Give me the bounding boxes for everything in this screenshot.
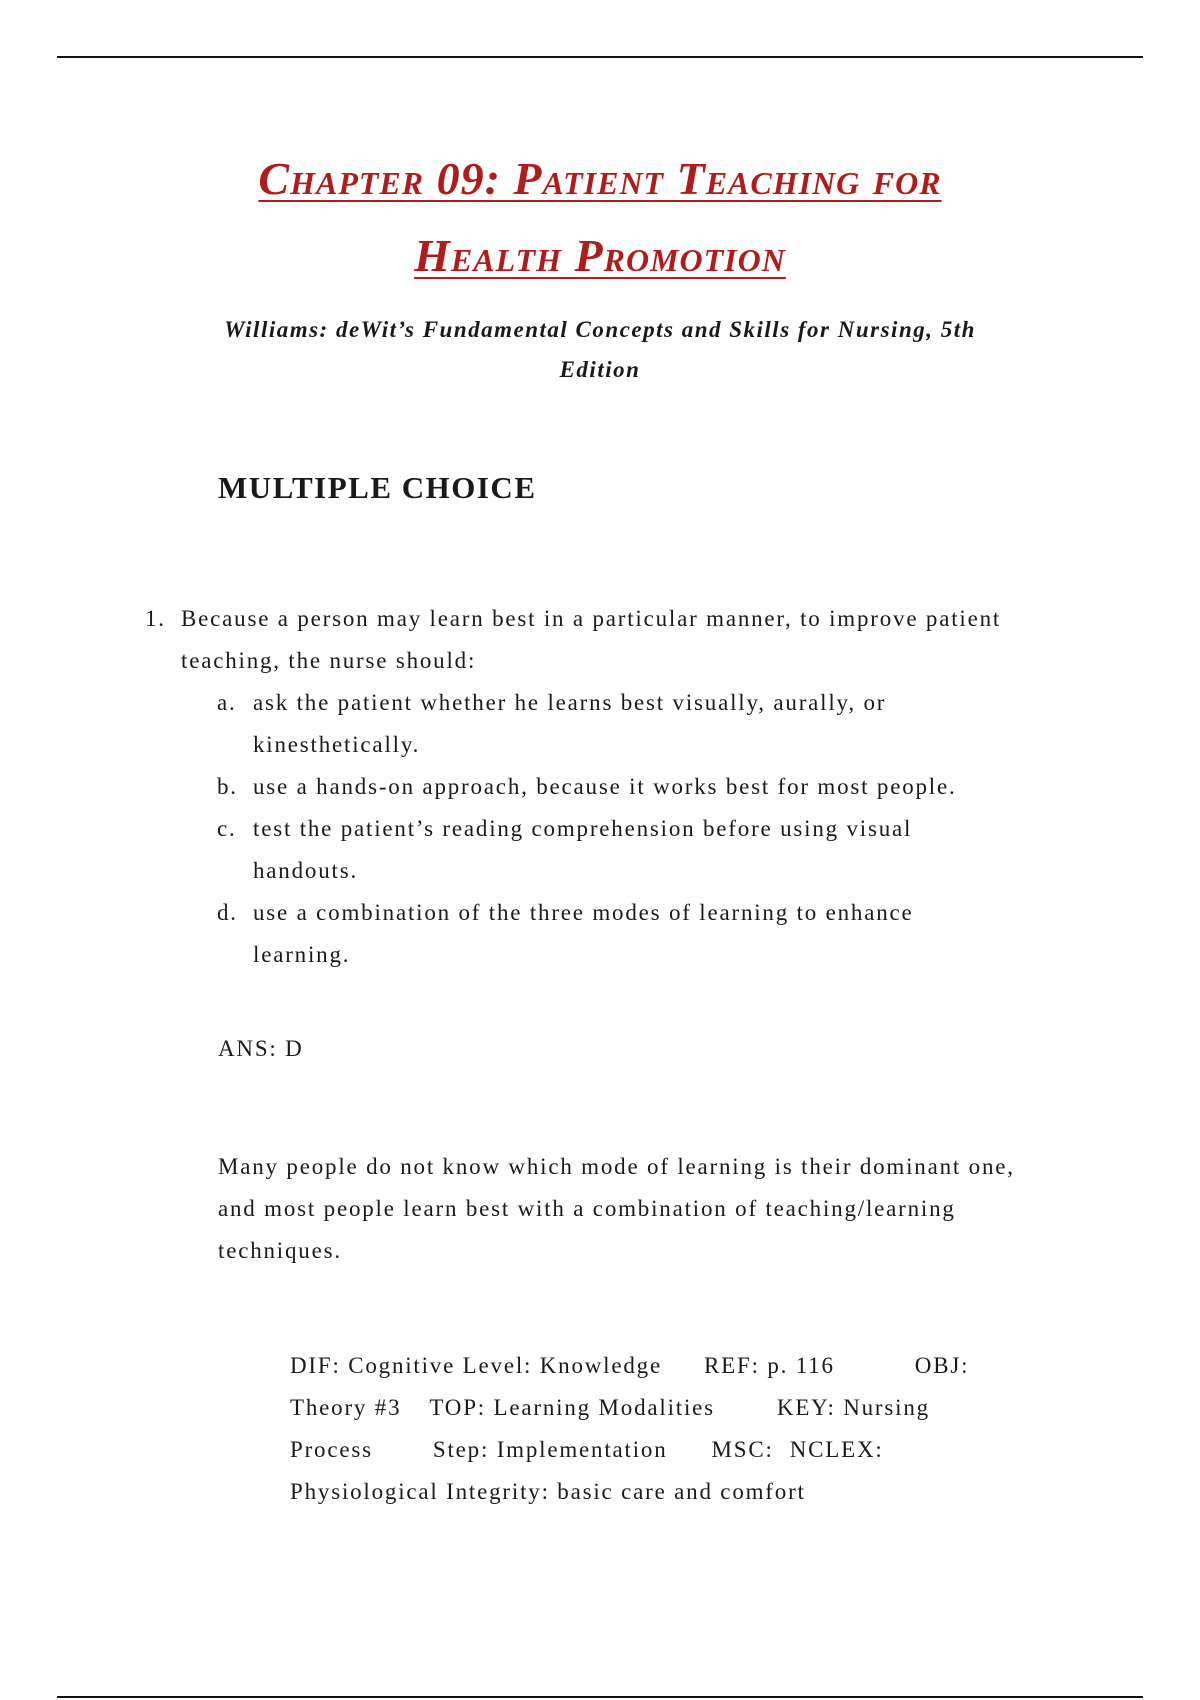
obj-value: Theory #3 — [290, 1395, 402, 1420]
metadata-row — [290, 1345, 1010, 1387]
chapter-title-line2: Health Promotion — [414, 230, 786, 281]
question-text-line2: teaching, the nurse should: — [181, 648, 477, 673]
section-heading: MULTIPLE CHOICE — [218, 470, 537, 505]
metadata-row — [290, 1429, 1010, 1471]
step-field: Step: Implementation — [432, 1437, 668, 1462]
msc-label: MSC: — [711, 1437, 774, 1462]
option-letter: d. — [217, 900, 238, 925]
option-text: ask the patient whether he learns best visually, aurally, or kinesthetically. — [253, 690, 887, 757]
question-metadata — [290, 1345, 1010, 1513]
option-b — [217, 766, 977, 808]
question-1 — [145, 598, 1065, 976]
dif-field: DIF: Cognitive Level: Knowledge — [290, 1353, 662, 1378]
question-number: 1. — [145, 606, 166, 631]
option-letter: c. — [217, 816, 237, 841]
ref-field: REF: p. 116 — [704, 1353, 835, 1378]
option-c — [217, 808, 977, 892]
chapter-title — [0, 140, 1200, 294]
question-text-line1: Because a person may learn best in a particular manner, to improve patient — [181, 606, 1002, 631]
msc-detail: Physiological Integrity: basic care and comfort — [290, 1479, 806, 1504]
option-d — [217, 892, 977, 976]
answer-options — [217, 682, 977, 976]
obj-label: OBJ: — [914, 1353, 970, 1378]
msc-value: NCLEX: — [789, 1437, 884, 1462]
option-text: use a hands-on approach, because it works best for most people. — [253, 774, 957, 799]
option-letter: b. — [217, 774, 238, 799]
metadata-row — [290, 1471, 1010, 1513]
option-letter: a. — [217, 690, 237, 715]
question-text — [181, 598, 1065, 682]
option-text: test the patient’s reading comprehension before using visual handouts. — [253, 816, 913, 883]
option-text: use a combination of the three modes of learning to enhance learning. — [253, 900, 914, 967]
top-field: TOP: Learning Modalities — [429, 1395, 715, 1420]
chapter-title-line1: Chapter 09: Patient Teaching for — [258, 153, 942, 204]
rationale-text: Many people do not know which mode of learning is their dominant one, and most people learn best with a combination of teaching/learning techniques. — [218, 1154, 1015, 1263]
key-value: Process — [290, 1437, 373, 1462]
key-label: KEY: Nursing — [776, 1395, 930, 1420]
subtitle-line2: Edition — [559, 357, 641, 382]
book-subtitle — [180, 310, 1020, 390]
option-a — [217, 682, 977, 766]
top-rule — [57, 56, 1143, 58]
metadata-row — [290, 1387, 1010, 1429]
subtitle-line1: Williams: deWit’s Fundamental Concepts and Skills for Nursing, 5th — [224, 317, 976, 342]
answer-key: ANS: D — [218, 1036, 304, 1061]
bottom-rule — [57, 1696, 1143, 1698]
question-stem — [145, 598, 1065, 682]
